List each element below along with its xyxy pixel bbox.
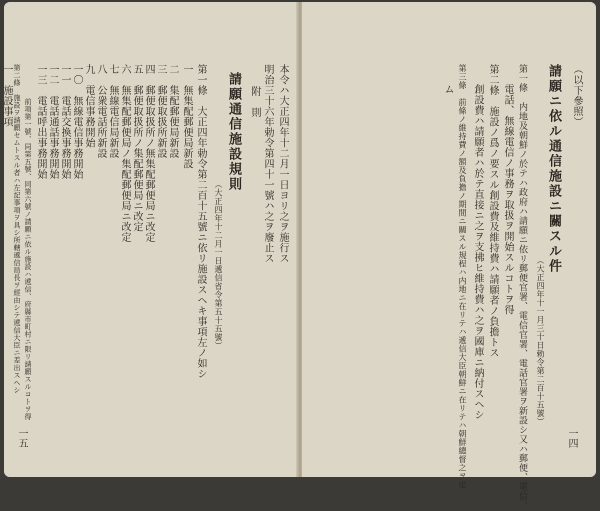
page-number-left: 一五: [16, 428, 27, 448]
rules-item: 四 郵便取扱所ノ無集配郵便局ニ改定: [143, 64, 154, 243]
page-number-right: 一四: [566, 428, 577, 448]
rules-item: 三 郵便取扱所新設: [155, 64, 166, 159]
rules-item: 一〇 無線電信事務開始: [71, 64, 82, 180]
book-spread: [1, 2, 596, 511]
rules-number: （大正四年十二月一日遞信省令第五十五號）: [214, 180, 223, 350]
article-1-cont: 電話、無線電信ノ事務ヲ取扱ヲ開始スルコトヲ得: [502, 84, 513, 315]
article-3-cont: ム: [442, 84, 453, 95]
rules-title: 請願通信施設規則: [226, 72, 241, 192]
article-2: 第二條 施設ノ爲ノ要スル創設費及維持費ハ請願者ノ負擔トス: [487, 64, 498, 358]
rules-item-1: 一 無集配郵便局新設: [181, 64, 192, 169]
right-page: [302, 2, 596, 511]
rules-item: 五 郵便取扱所ノ集配郵便局ニ改定: [131, 64, 142, 232]
supplementary-line-2: 明治三十六年勅令第四十一號ハ之ヲ廢止ス: [262, 64, 273, 264]
article-3: 第三條 前條ノ維持費ノ額及負擔ノ期間ニ關スル規程ハ内地ニ在リテハ遞信大臣朝鮮ニ在リテハ朝鮮總督之ヲ定: [458, 64, 467, 489]
rules-item: 一二 電話通話事務開始: [47, 64, 58, 180]
law-title: 請願ニ依ル通信施設ニ關スル件: [546, 64, 561, 274]
article-2-cont: 創設費ハ請願者ハ於テ直接ニ之ヲ支拂ヒ維持費ハ之ヲ國庫ニ納付スヘシ: [472, 84, 483, 420]
supplementary-line-1: 本令ハ大正四年十二月一日ヨリ之ヲ施行ス: [277, 64, 288, 264]
rules-note: 前項第一號、同第五號、同第六號ノ請願ニ依ル施設ハ遞信、府縣市町村ニ限リ請願スルコトヲ得: [24, 98, 32, 421]
rules-article-2: 第二條 施設ヲ請願セムトスル者ハ左記事項ヲ具シ所轄遞信局長ヲ經由シテ遞信大臣ニ差出スヘシ: [13, 64, 21, 394]
rules-item: 一一 電話交換事務開始: [59, 64, 70, 180]
rules-item: 九 電信事務開始: [83, 64, 94, 148]
rules-item: 二 集配郵便局新設: [167, 64, 178, 159]
see-below-note: （以下參照）: [571, 64, 582, 127]
supplementary-label: 附 則: [249, 86, 260, 118]
rules-article-2-item: 一 施設事項: [1, 64, 12, 127]
law-number: （大正四年十一月三十日勅令第二百十五號）: [536, 256, 545, 426]
article-1: 第一條 内地及朝鮮ノ於テハ政府ハ請願ニ依リ郵便官署、電信官署、電話官署ヲ新設シ又ハ郵便、電信、: [517, 64, 527, 511]
rules-item: 一三 電話呼出事務開始: [35, 64, 46, 180]
rules-item: 六 無集配郵便局ノ集配郵便局ニ改定: [119, 64, 130, 243]
left-page: [1, 2, 298, 477]
rules-item: 七 無線電信局新設: [107, 64, 118, 159]
rules-item: 八 公衆電話所新設: [95, 64, 106, 159]
rules-article-1: 第一條 大正四年勅令第二百十五號ニ依リ施設スヘキ事項左ノ如シ: [195, 64, 206, 379]
